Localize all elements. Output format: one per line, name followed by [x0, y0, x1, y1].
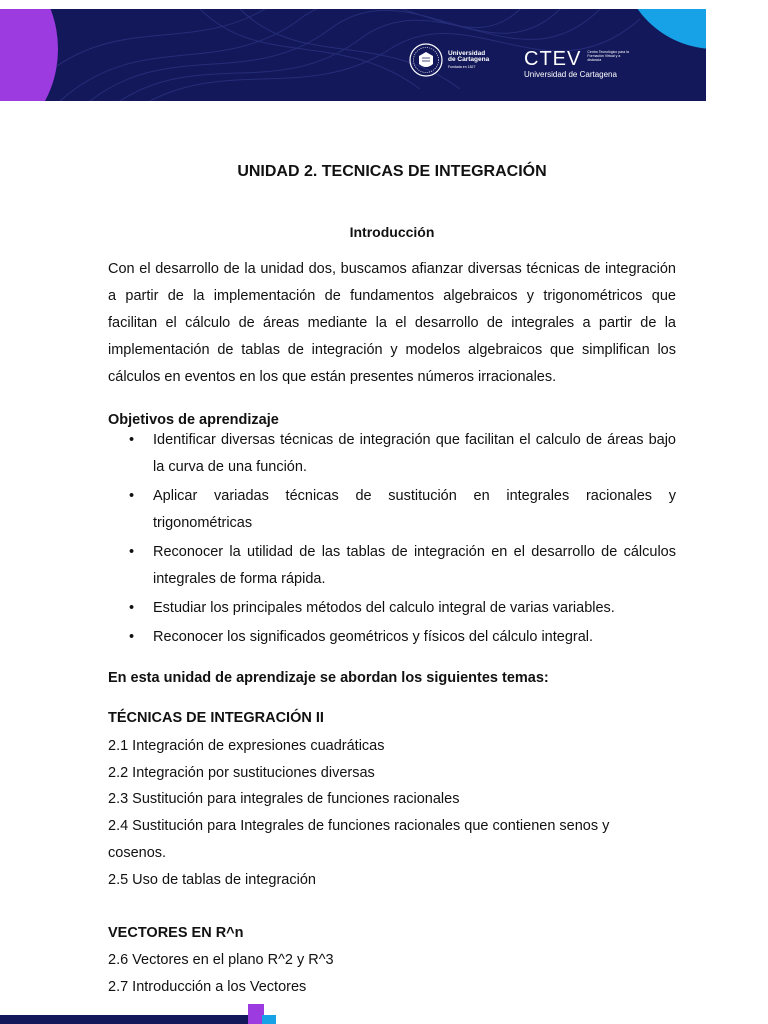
bullet-icon: • — [129, 629, 135, 645]
seal-icon — [408, 42, 444, 78]
topic-item: 2.7 Introducción a los Vectores — [108, 978, 307, 995]
topic-item: 2.6 Vectores en el plano R^2 y R^3 — [108, 952, 334, 968]
objective-text: Identificar diversas técnicas de integración que facilitan el calculo de áreas bajo la curva de una función. — [153, 432, 676, 475]
footer-blue-square — [262, 1015, 276, 1024]
intro-heading: Introducción — [349, 224, 435, 240]
section-title-vectors: VECTORES EN R^n — [108, 925, 244, 941]
topic-item: 2.1 Integración de expresiones cuadráticas — [108, 738, 385, 754]
topic-item: 2.4 Sustitución para Integrales de funciones racionales que contienen senos y cosenos. — [108, 818, 610, 861]
objective-item — [108, 483, 676, 537]
intro-paragraph: Con el desarrollo de la unidad dos, buscamos afianzar diversas técnicas de integración a partir de la implementación de fundamentos algebraicos y trigonométricos que facilitan el cálculo de áreas mediante la el desarrollo de integrales a partir de la implementación de tablas de integración y modelos algebraicos que simplifican los cálculos en eventos en los que están presentes números irracionales. — [108, 261, 676, 385]
topic-item: 2.5 Uso de tablas de integración — [108, 871, 316, 888]
purple-decoration — [0, 9, 58, 101]
section-title-integration: TÉCNICAS DE INTEGRACIÓN II — [108, 710, 324, 726]
objective-text: Reconocer los significados geométricos y físicos del cálculo integral. — [153, 629, 594, 645]
objective-text: Estudiar los principales métodos del calculo integral de varias variables. — [153, 600, 615, 616]
objective-text: Aplicar variadas técnicas de sustitución en integrales racionales y trigonométricas — [153, 488, 676, 531]
topic-list-vectors — [108, 947, 648, 1000]
bullet-icon: • — [129, 432, 135, 448]
objectives-list — [108, 427, 676, 653]
topic-list-integration — [108, 733, 648, 893]
ctev-mark: CTEV — [524, 48, 582, 70]
page-title: UNIDAD 2. TECNICAS DE INTEGRACIÓN — [237, 163, 547, 180]
udec-logo-line2: de Cartagena — [448, 56, 490, 64]
objective-text: Reconocer la utilidad de las tablas de integración en el desarrollo de cálculos integrales de forma rápida. — [153, 544, 676, 587]
udec-logo-line1: Universidad — [448, 49, 486, 57]
topic-item: 2.2 Integración por sustituciones diversas — [108, 764, 375, 781]
ctev-subtitle: Universidad de Cartagena — [524, 70, 617, 79]
topics-heading: En esta unidad de aprendizaje se abordan los siguientes temas: — [108, 670, 549, 686]
bullet-icon: • — [129, 488, 135, 504]
objective-item — [108, 624, 676, 651]
objective-item — [108, 427, 676, 481]
universidad-de-cartagena-logo — [408, 42, 489, 78]
objective-item — [108, 539, 676, 593]
objective-item — [108, 595, 676, 622]
ctev-small-text: Centro Tecnológico para la Formación Virtual y a distancia — [587, 50, 629, 63]
topic-item: 2.3 Sustitución para integrales de funciones racionales — [108, 791, 460, 808]
header-banner — [0, 9, 706, 101]
bullet-icon: • — [129, 600, 135, 616]
ctev-logo — [524, 49, 629, 79]
udec-logo-line3: Fundada en 1827 — [448, 64, 476, 69]
footer-bar — [0, 1015, 260, 1024]
bullet-icon: • — [129, 544, 135, 560]
objectives-heading: Objetivos de aprendizaje — [108, 412, 279, 428]
